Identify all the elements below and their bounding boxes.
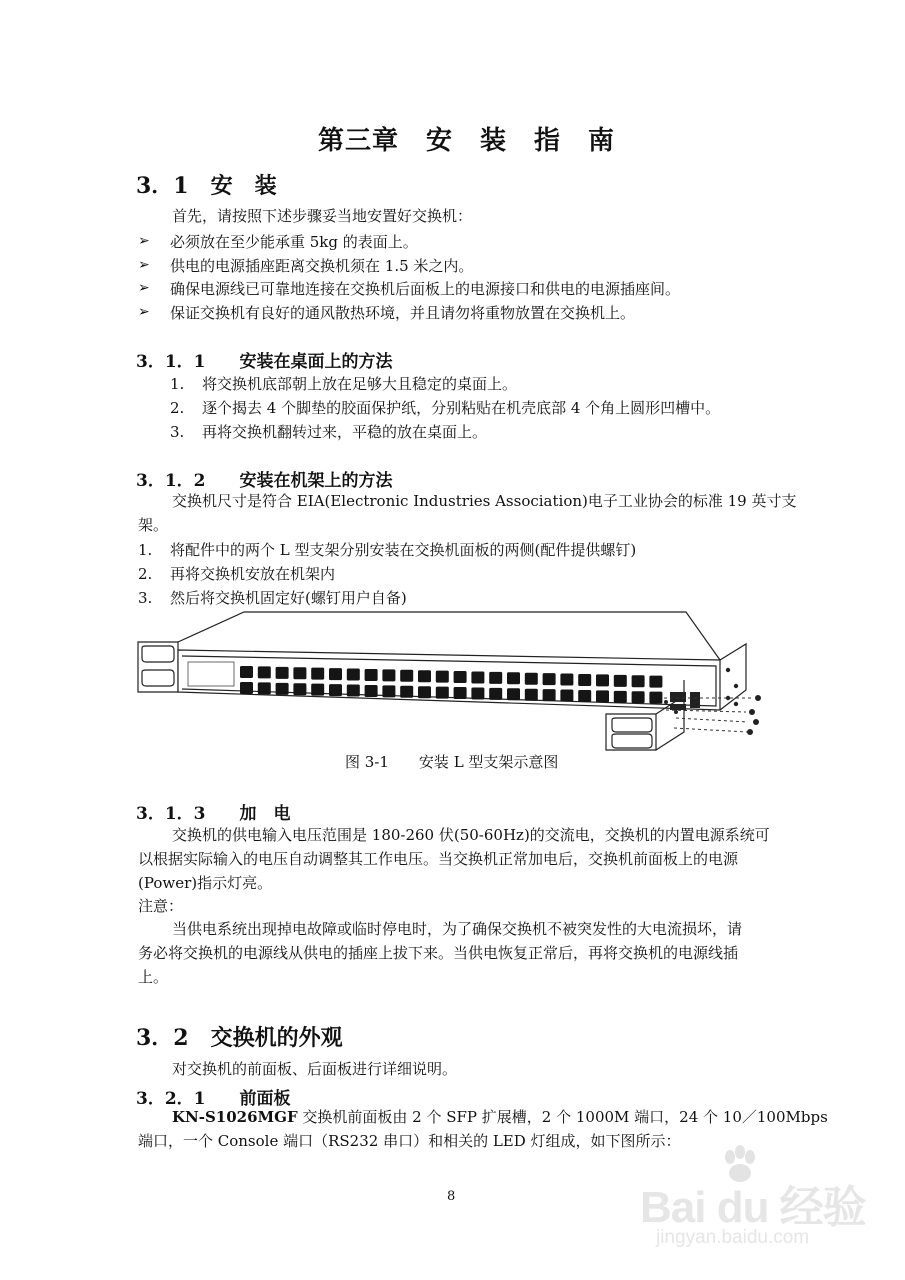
ethernet-port-icon: [240, 666, 253, 678]
ethernet-port-icon: [614, 675, 627, 687]
ethernet-port-icon: [578, 690, 591, 702]
section-3-2-heading: 3．2 交换机的外观: [136, 1025, 343, 1051]
step-number: 1.: [170, 375, 185, 393]
ethernet-port-icon: [276, 683, 289, 695]
ethernet-port-icon: [258, 682, 271, 694]
ethernet-port-icon: [329, 684, 342, 696]
ethernet-port-icon: [418, 686, 431, 698]
ethernet-port-icon: [560, 674, 573, 686]
ethernet-port-icon: [471, 687, 484, 699]
ethernet-port-icon: [578, 674, 591, 686]
page-number: 8: [447, 1189, 456, 1204]
step-number: 2.: [138, 565, 153, 583]
ethernet-port-icon: [471, 671, 484, 683]
step-number: 3.: [170, 423, 185, 441]
ethernet-port-icon: [347, 669, 360, 681]
ethernet-port-icon: [436, 671, 449, 683]
section-3-1-intro: 首先，请按照下述步骤妥当地安置好交换机：: [172, 207, 473, 225]
step-text: 再将交换机安放在机架内: [170, 565, 336, 583]
ethernet-port-icon: [454, 687, 467, 699]
ethernet-port-icon: [436, 687, 449, 699]
watermark-brand: Bai du 经验: [640, 1183, 866, 1232]
arrow-bullet-icon: ➢: [138, 280, 150, 296]
note-paragraph-line: 上。: [138, 968, 169, 986]
bullet-item: 确保电源线已可靠地连接在交换机后面板上的电源接口和供电的电源插座间。: [170, 280, 681, 298]
ethernet-port-icon: [489, 688, 502, 700]
front-panel-line: 端口，一个 Console 端口（RS232 串口）和相关的 LED 灯组成，如下图所示：: [138, 1132, 681, 1150]
baidu-jingyan-watermark: [640, 1145, 900, 1265]
arrow-bullet-icon: ➢: [138, 233, 150, 249]
ethernet-port-icon: [649, 692, 662, 704]
ethernet-port-icon: [632, 675, 645, 687]
step-number: 3.: [138, 589, 153, 607]
ethernet-port-icon: [382, 685, 395, 697]
ethernet-port-icon: [525, 689, 538, 701]
ethernet-port-icon: [525, 673, 538, 685]
section-3-2-intro: 对交换机的前面板、后面板进行详细说明。: [172, 1060, 458, 1078]
bullet-item: 保证交换机有良好的通风散热环境，并且请勿将重物放置在交换机上。: [170, 304, 636, 322]
ethernet-port-icon: [311, 684, 324, 696]
step-text: 将配件中的两个 L 型支架分别安装在交换机面板的两侧(配件提供螺钉): [170, 541, 637, 559]
ethernet-port-icon: [400, 670, 413, 682]
ethernet-port-icon: [649, 676, 662, 688]
step-number: 1.: [138, 541, 153, 559]
ethernet-port-icon: [365, 685, 378, 697]
ethernet-port-icon: [507, 688, 520, 700]
step-text: 然后将交换机固定好(螺钉用户自备): [170, 589, 407, 607]
note-label: 注意：: [138, 897, 184, 915]
ethernet-port-icon: [400, 686, 413, 698]
ethernet-port-icon: [382, 669, 395, 681]
ethernet-port-icon: [347, 685, 360, 697]
note-paragraph-line: 当供电系统出现掉电故障或临时停电时，为了确保交换机不被突发性的大电流损坏，请: [172, 920, 743, 938]
ethernet-port-icon: [258, 666, 271, 678]
step-text: 逐个揭去 4 个脚垫的胶面保护纸，分别粘贴在机壳底部 4 个角上圆形凹槽中。: [202, 399, 721, 417]
rack-paragraph-line: 架。: [138, 516, 169, 534]
ethernet-port-icon: [454, 671, 467, 683]
bullet-item: 供电的电源插座距离交换机须在 1.5 米之内。: [170, 257, 474, 275]
chapter-title: 第三章 安 装 指 南: [318, 126, 616, 156]
power-paragraph-line: (Power)指示灯亮。: [138, 874, 273, 892]
rack-paragraph-line: 交换机尺寸是符合 EIA(Electronic Industries Association)电子工业协会的标准 19 英寸支: [172, 492, 797, 510]
ethernet-port-icon: [560, 690, 573, 702]
ethernet-port-icon: [489, 672, 502, 684]
section-3-1-3-heading: 3．1．3 加 电: [136, 804, 291, 824]
model-name: KN-S1026MGF: [172, 1108, 298, 1126]
watermark-url: jingyan.baidu.com: [656, 1227, 810, 1248]
arrow-bullet-icon: ➢: [138, 257, 150, 273]
power-paragraph-line: 交换机的供电输入电压范围是 180-260 伏(50-60Hz)的交流电，交换机的内置电源系统可: [172, 826, 770, 844]
ethernet-port-icon: [293, 667, 306, 679]
ethernet-port-icon: [418, 670, 431, 682]
ethernet-port-icon: [329, 668, 342, 680]
ethernet-port-icon: [365, 669, 378, 681]
ethernet-port-icon: [614, 691, 627, 703]
arrow-bullet-icon: ➢: [138, 304, 150, 320]
bullet-item: 必须放在至少能承重 5kg 的表面上。: [170, 233, 418, 251]
ethernet-port-icon: [543, 673, 556, 685]
ethernet-port-icon: [632, 691, 645, 703]
ethernet-port-icon: [543, 689, 556, 701]
note-paragraph-line: 务必将交换机的电源线从供电的插座上拔下来。当供电恢复正常后，再将交换机的电源线插: [138, 944, 739, 962]
switch-bracket-figure: [136, 600, 776, 752]
ethernet-port-icon: [596, 690, 609, 702]
section-3-2-1-heading: 3．2．1 前面板: [136, 1089, 291, 1109]
section-3-1-1-heading: 3．1．1 安装在桌面上的方法: [136, 352, 393, 372]
power-paragraph-line: 以根据实际输入的电压自动调整其工作电压。当交换机正常加电后，交换机前面板上的电源: [138, 850, 739, 868]
figure-caption: 图 3-1 安装 L 型支架示意图: [345, 753, 559, 771]
step-number: 2.: [170, 399, 185, 417]
step-text: 再将交换机翻转过来，平稳的放在桌面上。: [202, 423, 488, 441]
ethernet-port-icon: [276, 667, 289, 679]
ethernet-port-icon: [596, 674, 609, 686]
ethernet-port-icon: [507, 672, 520, 684]
section-3-1-2-heading: 3．1．2 安装在机架上的方法: [136, 471, 393, 491]
ethernet-port-icon: [311, 668, 324, 680]
section-3-1-heading: 3．1 安 装: [136, 173, 277, 199]
front-panel-line-rest: 交换机前面板由 2 个 SFP 扩展槽，2 个 1000M 端口，24 个 10／100Mbps: [297, 1108, 828, 1126]
step-text: 将交换机底部朝上放在足够大且稳定的桌面上。: [202, 375, 518, 393]
ethernet-port-icon: [293, 683, 306, 695]
ethernet-port-icon: [240, 682, 253, 694]
front-panel-line: [172, 1108, 828, 1126]
